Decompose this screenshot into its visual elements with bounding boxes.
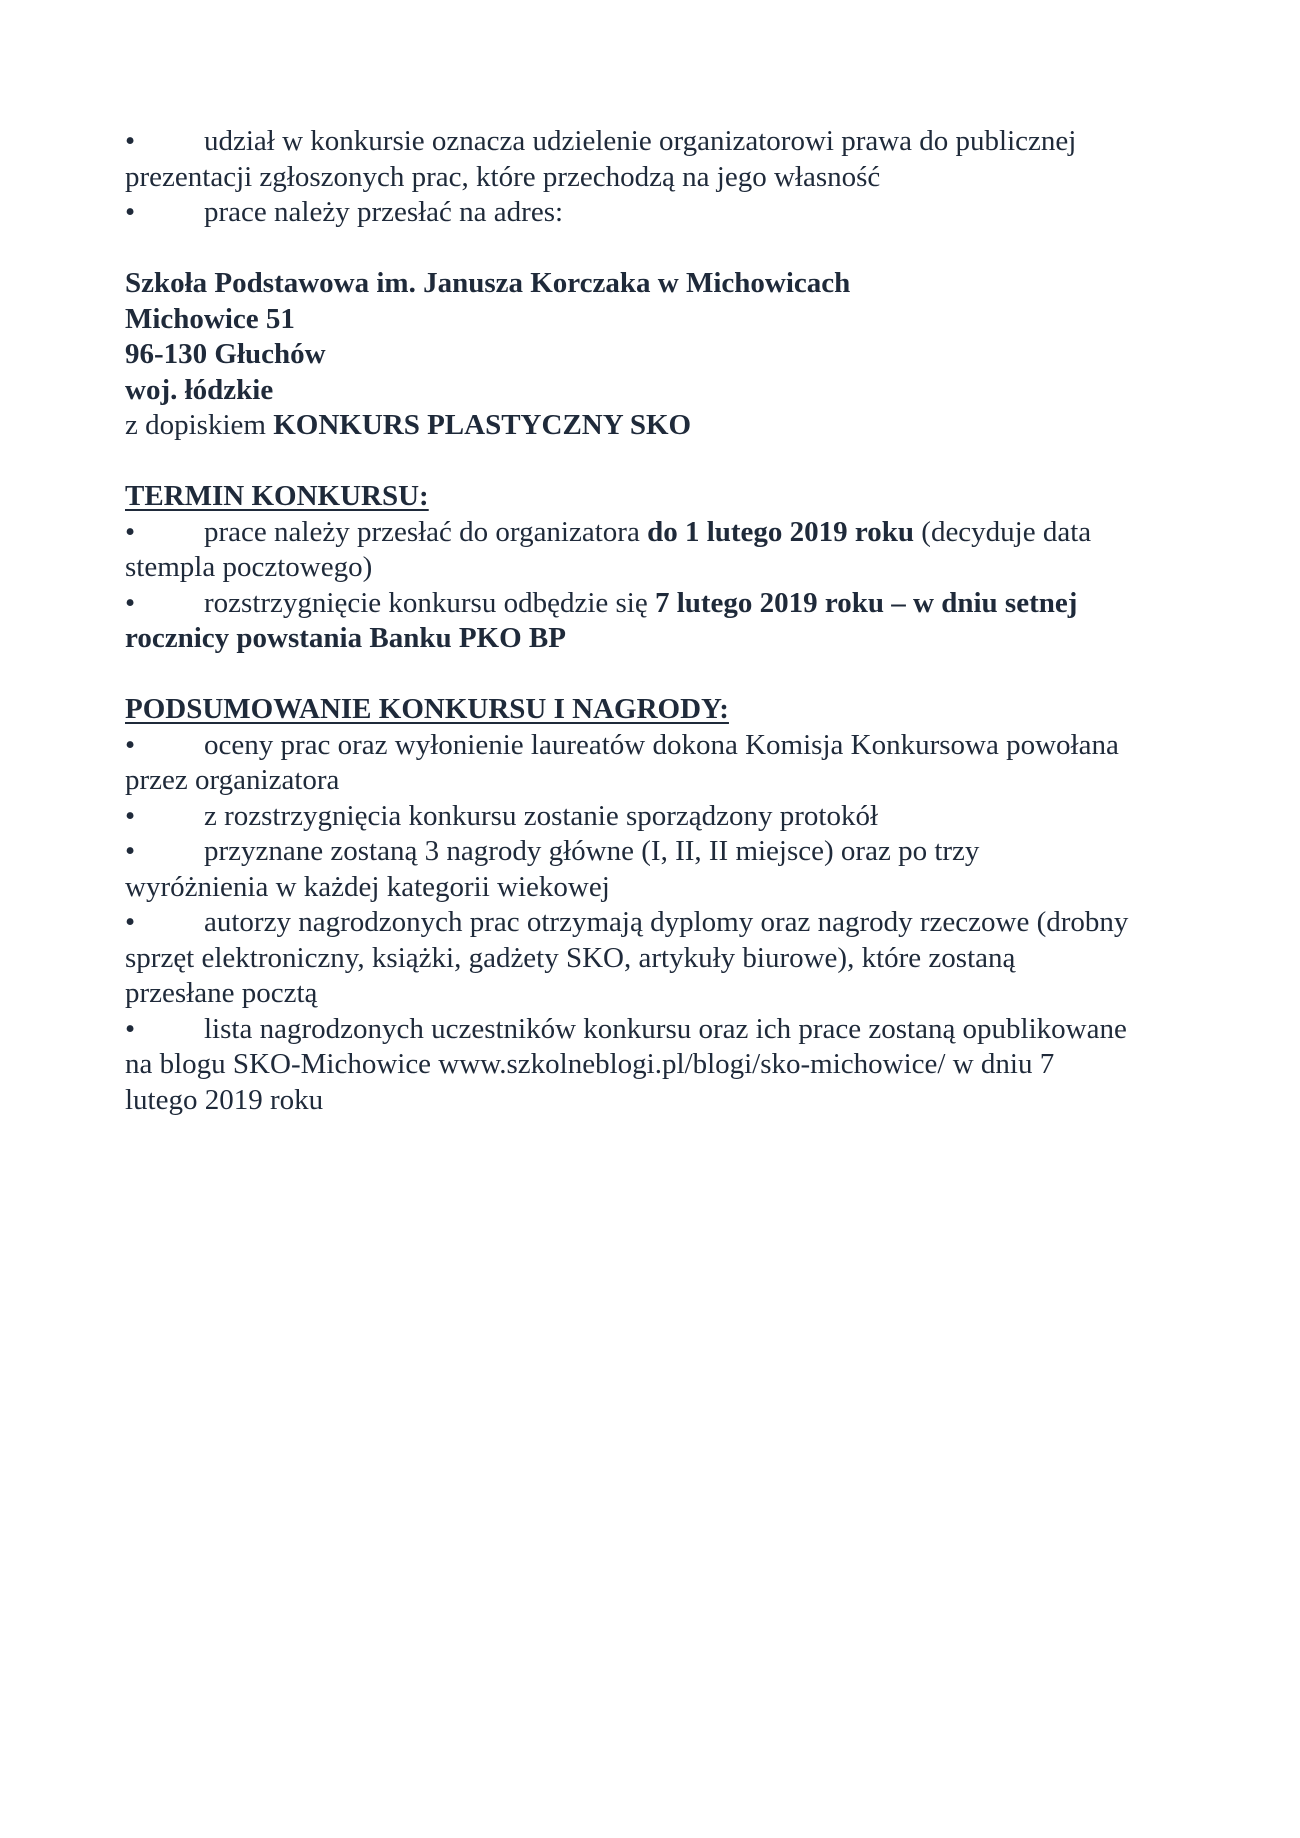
podsumowanie-bullet-2-line-1: z rozstrzygnięcia konkursu zostanie sporządzony protokół	[204, 799, 879, 832]
document-page	[125, 124, 1205, 1118]
podsumowanie-bullet-5-line-3: lutego 2019 roku	[125, 1083, 324, 1116]
address-line-3: 96-130 Głuchów	[125, 338, 326, 370]
bullet: •	[125, 1012, 136, 1045]
intro-bullet-1-line-1: udział w konkursie oznacza udzielenie organizatorowi prawa do publicznej	[204, 125, 1077, 157]
bullet: •	[125, 799, 136, 832]
termin-bullet-2-line-2: rocznicy powstania Banku PKO BP	[125, 622, 566, 654]
termin-bullet-1-deadline: do 1 lutego 2019 roku	[647, 515, 915, 548]
address-note-bold: KONKURS PLASTYCZNY SKO	[273, 409, 692, 441]
list-item	[125, 1012, 1205, 1048]
termin-bullet-2-part-a: rozstrzygnięcie konkursu odbędzie się	[204, 586, 655, 619]
list-item	[125, 124, 1205, 160]
bullet: •	[125, 586, 136, 619]
bullet: •	[125, 835, 136, 867]
termin-bullet-2-date: 7 lutego 2019 roku – w dniu setnej	[654, 586, 1078, 619]
podsumowanie-bullet-4-line-2: sprzęt elektroniczny, książki, gadżety SKO, artykuły biurowe), które zostaną	[125, 941, 1016, 974]
address-line-4: woj. łódzkie	[125, 373, 274, 406]
address-note	[125, 408, 1205, 444]
podsumowanie-bullet-5-line-2: na blogu SKO-Michowice www.szkolneblogi.pl/blogi/sko-michowice/ w dniu 7	[125, 1048, 1055, 1080]
bullet: •	[125, 728, 136, 761]
termin-bullet-1-line-2: stempla pocztowego)	[125, 551, 373, 583]
list-item	[125, 586, 1205, 622]
address-line-1: Szkoła Podstawowa im. Janusza Korczaka w Michowicach	[125, 267, 851, 299]
address-note-prefix: z dopiskiem	[125, 409, 274, 441]
list-item	[125, 195, 1205, 231]
bullet: •	[125, 196, 136, 228]
bullet: •	[125, 515, 136, 548]
termin-bullet-1-part-a: prace należy przesłać do organizatora	[204, 515, 648, 548]
intro-bullet-2-line-1: prace należy przesłać na adres:	[204, 196, 564, 228]
list-item	[125, 834, 1205, 870]
termin-bullet-1-part-c: (decyduje data	[914, 515, 1092, 548]
list-item	[125, 905, 1205, 941]
list-item	[125, 728, 1205, 764]
podsumowanie-bullet-4-line-3: przesłane pocztą	[125, 977, 318, 1009]
bullet: •	[125, 906, 136, 938]
address-line-2: Michowice 51	[125, 302, 295, 335]
list-item	[125, 515, 1205, 551]
podsumowanie-bullet-1-line-1: oceny prac oraz wyłonienie laureatów dokona Komisja Konkursowa powołana	[204, 728, 1119, 761]
podsumowanie-bullet-1-line-2: przez organizatora	[125, 764, 340, 796]
termin-heading: TERMIN KONKURSU:	[125, 480, 429, 512]
intro-bullet-1-line-2: prezentacji zgłoszonych prac, które przechodzą na jego własność	[125, 160, 881, 193]
podsumowanie-bullet-3-line-1: przyznane zostaną 3 nagrody główne (I, II, II miejsce) oraz po trzy	[204, 835, 980, 867]
bullet: •	[125, 125, 136, 157]
podsumowanie-bullet-5-line-1: lista nagrodzonych uczestników konkursu oraz ich prace zostaną opublikowane	[204, 1012, 1127, 1045]
podsumowanie-bullet-3-line-2: wyróżnienia w każdej kategorii wiekowej	[125, 870, 610, 903]
podsumowanie-heading: PODSUMOWANIE KONKURSU I NAGRODY:	[125, 693, 729, 725]
list-item	[125, 799, 1205, 835]
podsumowanie-bullet-4-line-1: autorzy nagrodzonych prac otrzymają dyplomy oraz nagrody rzeczowe (drobny	[204, 906, 1129, 938]
